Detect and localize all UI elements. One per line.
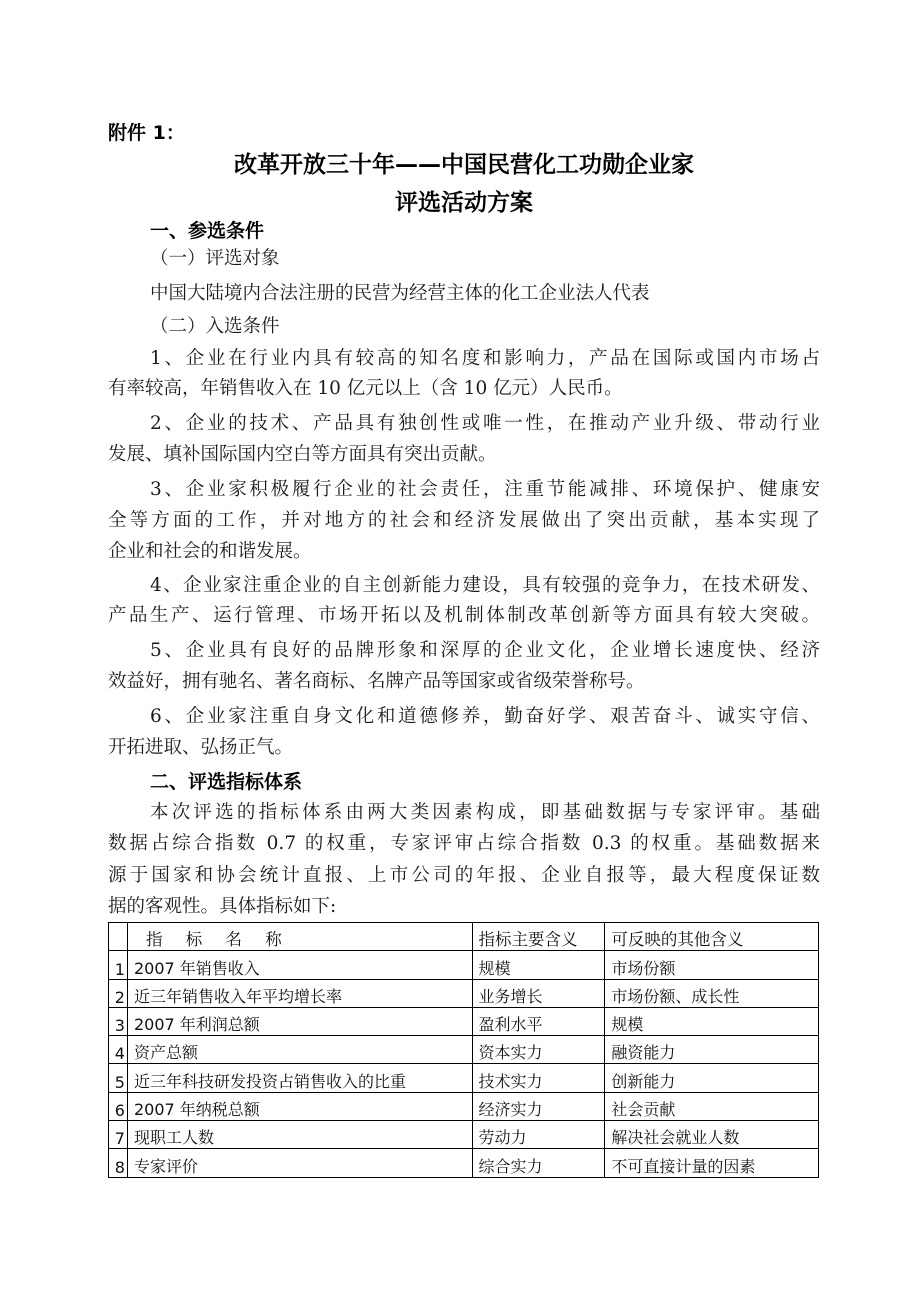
indicator-meaning: 综合实力 <box>472 1149 605 1177</box>
section1-heading: 一、参选条件 <box>150 220 265 242</box>
indicator-name: 资产总额 <box>127 1036 472 1064</box>
condition-2-line-1: 2、企业的技术、产品具有独创性或唯一性，在推动产业升级、带动行业 <box>150 413 820 434</box>
indicator-other: 创新能力 <box>605 1064 819 1092</box>
table-row <box>109 1064 819 1092</box>
row-number: 2 <box>109 979 128 1007</box>
indicator-other: 融资能力 <box>605 1036 819 1064</box>
intro-line-1: 本次评选的指标体系由两大类因素构成，即基础数据与专家评审。基础 <box>150 802 820 823</box>
condition-2-line-2: 发展、填补国际国内空白等方面具有突出贡献。 <box>108 444 497 465</box>
indicator-meaning: 规模 <box>472 951 605 979</box>
indicator-name: 近三年销售收入年平均增长率 <box>127 979 472 1007</box>
section1-sub2: （二）入选条件 <box>150 316 280 337</box>
indicator-meaning: 经济实力 <box>472 1092 605 1120</box>
condition-3-line-3: 企业和社会的和谐发展。 <box>108 541 312 562</box>
condition-5-line-1: 5、企业具有良好的品牌形象和深厚的企业文化，企业增长速度快、经济 <box>150 640 820 661</box>
intro-line-3: 源于国家和协会统计直报、上市公司的年报、企业自报等，最大程度保证数 <box>108 865 820 886</box>
condition-4-line-1: 4、企业家注重企业的自主创新能力建设，具有较强的竞争力，在技术研发、 <box>150 575 820 596</box>
row-number: 3 <box>109 1007 128 1035</box>
section2-heading: 二、评选指标体系 <box>150 771 303 793</box>
indicator-name: 专家评价 <box>127 1149 472 1177</box>
document-title-line1: 改革开放三十年——中国民营化工功勋企业家 <box>234 152 694 178</box>
table-row <box>109 979 819 1007</box>
indicator-other: 市场份额 <box>605 951 819 979</box>
attachment-label: 附件 1： <box>108 122 185 144</box>
document-title-line2: 评选活动方案 <box>395 190 533 216</box>
indicator-meaning: 资本实力 <box>472 1036 605 1064</box>
indicator-other: 解决社会就业人数 <box>605 1121 819 1149</box>
condition-6-line-2: 开拓进取、弘扬正气。 <box>108 737 294 758</box>
header-cell-number <box>109 923 128 951</box>
indicator-other: 不可直接计量的因素 <box>605 1149 819 1177</box>
row-number: 6 <box>109 1092 128 1120</box>
indicator-name: 2007 年销售收入 <box>127 951 472 979</box>
condition-6-line-1: 6、企业家注重自身文化和道德修养，勤奋好学、艰苦奋斗、诚实守信、 <box>150 706 820 727</box>
indicator-name: 2007 年利润总额 <box>127 1007 472 1035</box>
indicator-meaning: 业务增长 <box>472 979 605 1007</box>
section1-sub1: （一）评选对象 <box>150 248 280 269</box>
header-cell-meaning: 指标主要含义 <box>472 923 605 951</box>
header-cell-name: 指 标 名 称 <box>127 923 472 951</box>
target-text: 中国大陆境内合法注册的民营为经营主体的化工企业法人代表 <box>150 283 650 304</box>
row-number: 8 <box>109 1149 128 1177</box>
table-row <box>109 1092 819 1120</box>
condition-1-line-2: 有率较高，年销售收入在 10 亿元以上（含 10 亿元）人民币。 <box>108 378 623 399</box>
condition-3-line-2: 全等方面的工作，并对地方的社会和经济发展做出了突出贡献，基本实现了 <box>108 510 820 531</box>
intro-line-4: 据的客观性。具体指标如下: <box>108 896 337 917</box>
table-row <box>109 1007 819 1035</box>
header-cell-other: 可反映的其他含义 <box>605 923 819 951</box>
indicator-other: 社会贡献 <box>605 1092 819 1120</box>
indicator-meaning: 盈利水平 <box>472 1007 605 1035</box>
row-number: 7 <box>109 1121 128 1149</box>
row-number: 5 <box>109 1064 128 1092</box>
indicator-other: 规模 <box>605 1007 819 1035</box>
condition-4-line-2: 产品生产、运行管理、市场开拓以及机制体制改革创新等方面具有较大突破。 <box>108 605 820 626</box>
row-number: 1 <box>109 951 128 979</box>
table-row <box>109 1149 819 1177</box>
table-row <box>109 1121 819 1149</box>
indicator-name: 现职工人数 <box>127 1121 472 1149</box>
row-number: 4 <box>109 1036 128 1064</box>
table-header-row <box>109 923 819 951</box>
table-row <box>109 951 819 979</box>
indicator-meaning: 劳动力 <box>472 1121 605 1149</box>
indicator-name: 2007 年纳税总额 <box>127 1092 472 1120</box>
condition-3-line-1: 3、企业家积极履行企业的社会责任，注重节能减排、环境保护、健康安 <box>150 479 820 500</box>
indicator-name: 近三年科技研发投资占销售收入的比重 <box>127 1064 472 1092</box>
intro-line-2: 数据占综合指数 0.7 的权重，专家评审占综合指数 0.3 的权重。基础数据来 <box>108 833 820 854</box>
table-row <box>109 1036 819 1064</box>
indicator-meaning: 技术实力 <box>472 1064 605 1092</box>
condition-1-line-1: 1、企业在行业内具有较高的知名度和影响力，产品在国际或国内市场占 <box>150 348 820 369</box>
indicator-other: 市场份额、成长性 <box>605 979 819 1007</box>
condition-5-line-2: 效益好，拥有驰名、著名商标、名牌产品等国家或省级荣誉称号。 <box>108 671 645 692</box>
indicator-table <box>108 922 819 1178</box>
